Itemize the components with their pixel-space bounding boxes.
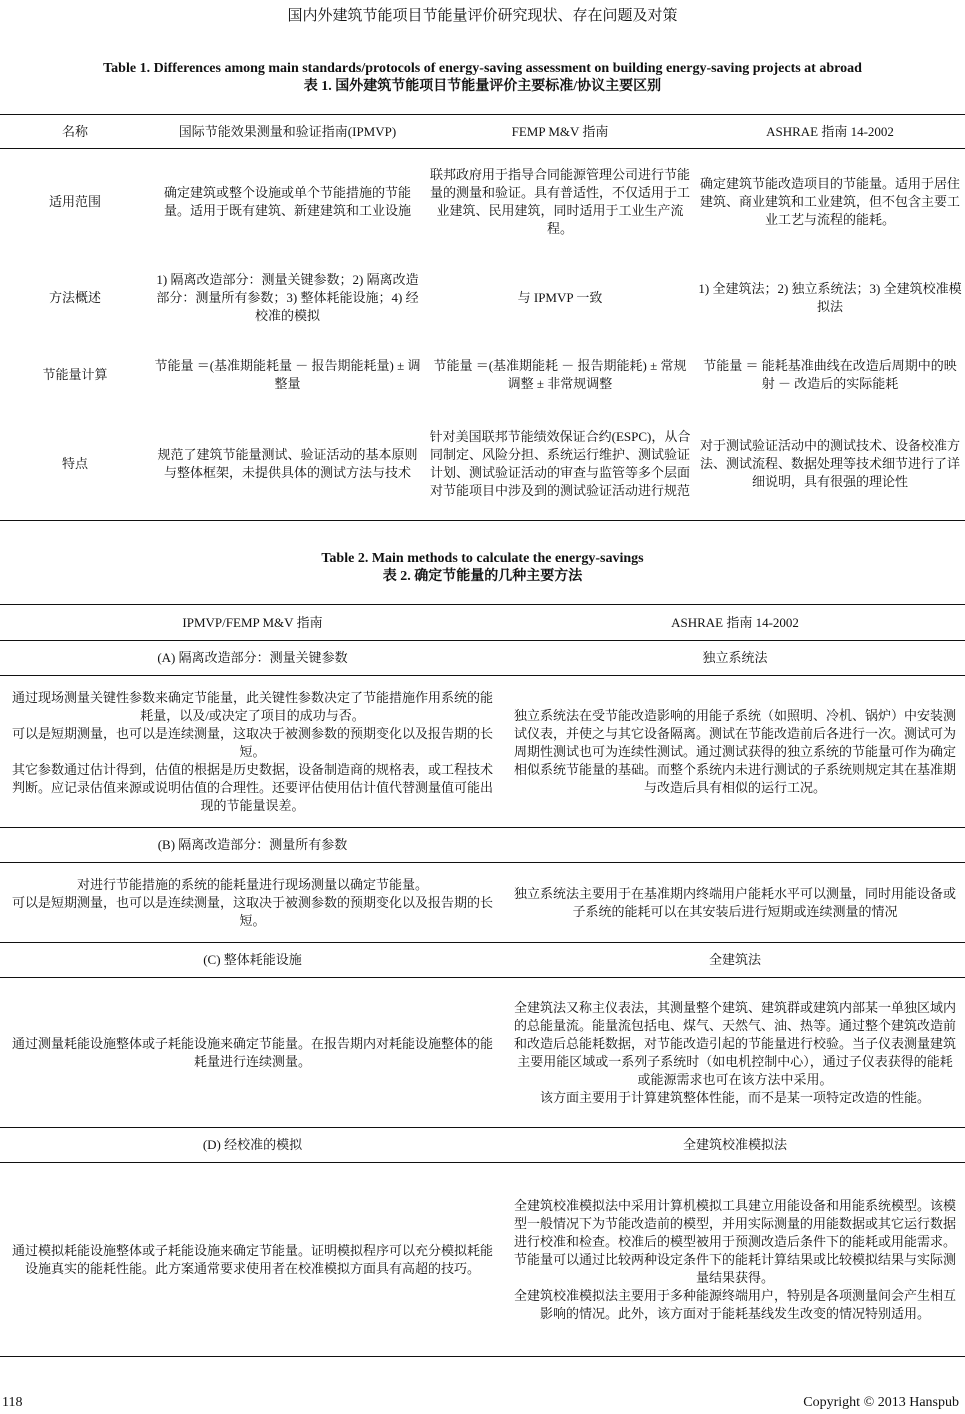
ipmvp-method-description	[0, 978, 505, 1128]
ashrae-method-title: 全建筑校准模拟法	[505, 1128, 965, 1163]
row-label: 方法概述	[48, 289, 101, 305]
table-header-row	[0, 115, 965, 149]
method-title-row	[0, 1128, 965, 1163]
paragraph: 独立系统法主要用于在基准期内终端用户能耗水平可以测量，同时用能设备或子系统的能耗可以在其安装后进行短期或连续测量的情况	[513, 885, 956, 919]
ipmvp-method-description	[0, 676, 505, 828]
ashrae-method-description	[505, 676, 965, 828]
ipmvp-method-title: (D) 经校准的模拟	[0, 1128, 505, 1163]
table-cell: 与 IPMVP 一致	[517, 289, 603, 305]
ipmvp-method-description	[0, 1163, 505, 1357]
row-label: 节能量计算	[42, 366, 108, 382]
header-cell: 名称	[0, 115, 150, 149]
table-cell: 针对美国联邦节能绩效保证合约(ESPC)，从合同制定、风险分担、系统运行维护、测试验证计划、测试验证活动的审查与监管等多个层面对节能项目中涉及到的测试验证活动进行规范	[425, 409, 695, 521]
table-header-row	[0, 605, 965, 641]
table-1	[0, 114, 965, 521]
table1-caption-zh: 表 1. 国外建筑节能项目节能量评价主要标准/协议主要区别	[303, 79, 662, 94]
method-description-row	[0, 978, 965, 1128]
ashrae-method-description	[505, 863, 965, 943]
method-description-row	[0, 1163, 965, 1357]
header-cell: IPMVP/FEMP M&V 指南	[0, 605, 505, 641]
table-row	[0, 149, 965, 255]
running-header: 国内外建筑节能项目节能量评价研究现状、存在问题及对策	[287, 8, 678, 24]
paragraph: 通过模拟耗能设施整体或子耗能设施来确定节能量。证明模拟程序可以充分模拟耗能设施真实的能耗性能。此方案通常要求使用者在校准模拟方面具有高超的技巧。	[11, 1242, 493, 1276]
table-cell: 规范了建筑节能量测试、验证活动的基本原则与整体框架，未提供具体的测试方法与技术	[150, 409, 425, 521]
table2-caption-en: Table 2. Main methods to calculate the energy-savings	[321, 551, 644, 566]
copyright: Copyright © 2013 Hanspub	[803, 1395, 959, 1410]
paragraph: 对进行节能措施的系统的能耗量进行现场测量以确定节能量。	[76, 876, 428, 892]
paragraph: 该方面主要用于计算建筑整体性能，而不是某一项特定改造的性能。	[539, 1089, 930, 1105]
table-cell: 1) 全建筑法；2) 独立系统法；3) 全建筑校准模拟法	[698, 280, 962, 314]
table-cell: 确定建筑节能改造项目的节能量。适用于居住建筑、商业建筑和工业建筑，但不包含主要工业工艺与流程的能耗。	[699, 175, 960, 227]
table-cell: 联邦政府用于指导合同能源管理公司进行节能量的测量和验证。具有普适性，不仅适用于工业建筑、民用建筑，同时适用于工业生产流程。	[429, 166, 690, 236]
row-label: 特点	[0, 409, 150, 521]
paragraph: 通过测量耗能设施整体或子耗能设施来确定节能量。在报告期内对耗能设施整体的能耗量进行连续测量。	[11, 1035, 493, 1069]
header-cell: FEMP M&V 指南	[425, 115, 695, 149]
paragraph: 可以是短期测量，也可以是连续测量，这取决于被测参数的预期变化以及报告期的长短。	[11, 725, 493, 759]
ashrae-method-title: 全建筑法	[505, 943, 965, 978]
row-label: 适用范围	[48, 193, 101, 209]
table1-caption	[0, 60, 965, 96]
header-cell: ASHRAE 指南 14-2002	[505, 605, 965, 641]
ashrae-method-description	[505, 1163, 965, 1357]
table-row	[0, 255, 965, 341]
paragraph: 全建筑校准模拟法主要用于多种能源终端用户，特别是各项测量间会产生相互影响的情况。此外，该方面对于能耗基线发生改变的情况特别适用。	[513, 1287, 956, 1321]
header-cell: ASHRAE 指南 14-2002	[695, 115, 965, 149]
method-title-row	[0, 641, 965, 676]
table-cell: 确定建筑或整个设施或单个节能措施的节能量。适用于既有建筑、新建建筑和工业设施	[163, 184, 411, 218]
paragraph: 独立系统法在受节能改造影响的用能子系统（如照明、冷机、锅炉）中安装测试仪表，并使之与其它设备隔离。测试在节能改造前后各进行一次。测试可为周期性测试也可为连续性测试。通过测试获得的独立系统的节能量可作为确定相似系统节能量的基础。而整个系统内未进行测试的子系统则规定其在基准期与改造后具有相似的运行工况。	[513, 707, 956, 795]
ipmvp-method-title: (C) 整体耗能设施	[0, 943, 505, 978]
ipmvp-method-description	[0, 863, 505, 943]
paragraph: 全建筑法又称主仪表法，其测量整个建筑、建筑群或建筑内部某一单独区域内的总能量流。能量流包括电、煤气、天然气、油、热等。通过整个建筑改造前和改造后总能耗数据，对节能改造引起的节能量进行校验。当子仪表测量建筑主要用能区域或一系列子系统时（如电机控制中心），通过子仪表获得的能耗或能源需求也可在该方法中采用。	[513, 999, 956, 1087]
ashrae-method-title: 独立系统法	[505, 641, 965, 676]
method-title-row	[0, 828, 965, 863]
ipmvp-method-title: (B) 隔离改造部分：测量所有参数	[0, 828, 505, 863]
method-description-row	[0, 863, 965, 943]
table-cell: 对于测试验证活动中的测试技术、设备校准方法、测试流程、数据处理等技术细节进行了详细说明，具有很强的理论性	[695, 409, 965, 521]
method-description-row	[0, 676, 965, 828]
table2-caption	[0, 550, 965, 586]
paragraph: 其它参数通过估计得到，估值的根据是历史数据，设备制造商的规格表，或工程技术判断。应记录估值来源或说明估值的合理性。还要评估使用估计值代替测量值可能出现的节能量误差。	[11, 761, 493, 813]
table1-caption-en: Table 1. Differences among main standards/protocols of energy-saving assessment on building energy-saving projects at abroad	[103, 61, 862, 76]
table-cell: 节能量 ＝(基准期能耗 － 报告期能耗) ± 常规调整 ± 非常规调整	[433, 357, 687, 391]
table-row	[0, 409, 965, 521]
paragraph: 通过现场测量关键性参数来确定节能量，此关键性参数决定了节能措施作用系统的能耗量，以及/或决定了项目的成功与否。	[11, 689, 493, 723]
paragraph: 可以是短期测量，也可以是连续测量，这取决于被测参数的预期变化以及报告期的长短。	[11, 894, 493, 928]
table-cell: 节能量 ＝(基准期能耗量 － 报告期能耗量) ± 调整量	[154, 357, 421, 391]
paragraph: 全建筑校准模拟法中采用计算机模拟工具建立用能设备和用能系统模型。该模型一般情况下为节能改造前的模型，并用实际测量的用能数据或其它运行数据进行校准和检查。校准后的模型被用于预测改造后条件下的能耗或用能需求。节能量可以通过比较两种设定条件下的能耗计算结果或比较模拟结果与实际测量结果获得。	[513, 1197, 956, 1285]
page-number: 118	[2, 1395, 23, 1410]
table-row	[0, 341, 965, 409]
ipmvp-method-title: (A) 隔离改造部分：测量关键参数	[0, 641, 505, 676]
method-title-row	[0, 943, 965, 978]
table2-caption-zh: 表 2. 确定节能量的几种主要方法	[382, 569, 583, 584]
table-cell: 节能量 ＝ 能耗基准曲线在改造后周期中的映射 － 改造后的实际能耗	[703, 357, 957, 391]
ashrae-method-description	[505, 978, 965, 1128]
table-2	[0, 604, 965, 1357]
table-cell: 1) 隔离改造部分：测量关键参数；2) 隔离改造部分：测量所有参数；3) 整体耗能设施；4) 经校准的模拟	[156, 271, 419, 323]
ashrae-method-title	[505, 828, 965, 863]
header-cell: 国际节能效果测量和验证指南(IPMVP)	[150, 115, 425, 149]
